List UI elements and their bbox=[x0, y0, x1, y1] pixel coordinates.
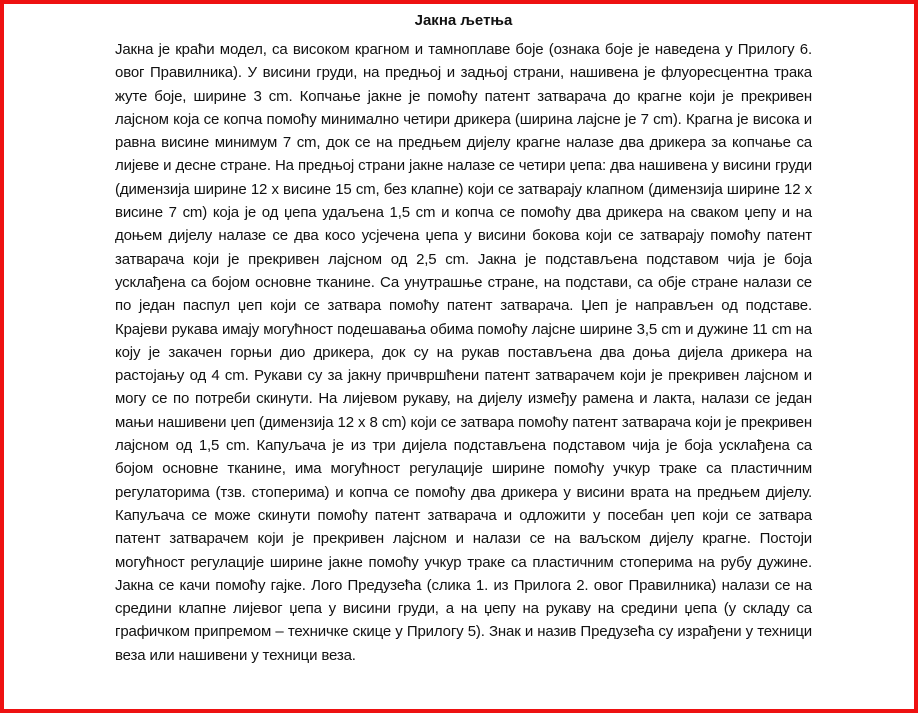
document-title: Јакна љетња bbox=[414, 12, 513, 29]
document-body-paragraph: Јакна је краћи модел, са високом крагном и тамноплаве боје (ознака боје је наведена у Прилогу 6. овог Правилника). У висини груди, на предњој и задњој страни, нашивена је флуоресцентна трака жуте боје, ширине 3 cm. Копчање јакне је помоћу патент затварача до крагне који је прекривен лајсном која се копча помоћу минимално четири дрикера (ширина лајсне је 7 cm). Крагна је висока и равна висине минимум 7 cm, док се на предњем дијелу крагне налазе два дрикера за копчање са лијеве и десне стране. На предњој страни јакне налазе се четири џепа: два нашивена у висини груди (димензија ширине 12 x висине 15 cm, без клапне) који се затварају клапном (димензија ширине 12 x висине 7 cm) која је од џепа удаљена 1,5 cm и копча се помоћу два дрикера на сваком џепу и на доњем дијелу налазе се два косо усјечена џепа у висини бокова који се затварају помоћу патент затварача који је прекривен лајсном од 2,5 cm. Јакна је подстављена подставом чија је боја усклађена са бојом основне тканине. Са унутрашње стране, на подстави, са обје стране налази се по један паспул џеп који се затвара помоћу патент затварача. Џеп је направљен од подставе. Крајеви рукава имају могућност подешавања обима помоћу лајсне ширине 3,5 cm и дужине 11 cm на коју је закачен горњи дио дрикера, док су на рукав постављена два доња дијела дрикера на растојању од 4 cm. Рукави су за јакну причвршћени патент затварачем који је прекривен лајсном и могу се по потреби скинути. На лијевом рукаву, на дијелу између рамена и лакта, налази се један мањи нашивени џеп (димензија 12 x 8 cm) који се затвара помоћу патент затварача који је прекривен лајсном од 1,5 cm. Капуљача је из три дијела подстављена подставом чија је боја усклађена са бојом основне тканине, има могућност регулације ширине помоћу учкур траке са пластичним регулаторима (тзв. стоперима) и копча се помоћу два дрикера у висини врата на предњем дијелу. Капуљача се може скинути помоћу патент затварача и одложити у посебан џеп који се затвара патент затварачем који је прекривен лајсном и налази се на ваљском дијелу крагне. Постоји могућност регулације ширине јакне помоћу учкур траке са пластичним стоперима на рубу дужине. Јакна се качи помоћу гајке. Лого Предузећа (слика 1. из Прилога 2. овог Правилника) налази се на средини клапне лијевог џепа у висини груди, а на џепу на рукаву на средини џепа (у складу са графичком припремом – техничке скице у Прилогу 5). Знак и назив Предузећа су израђени у техници веза или нашивени у техници веза. bbox=[115, 41, 812, 664]
document-page bbox=[115, 10, 812, 667]
